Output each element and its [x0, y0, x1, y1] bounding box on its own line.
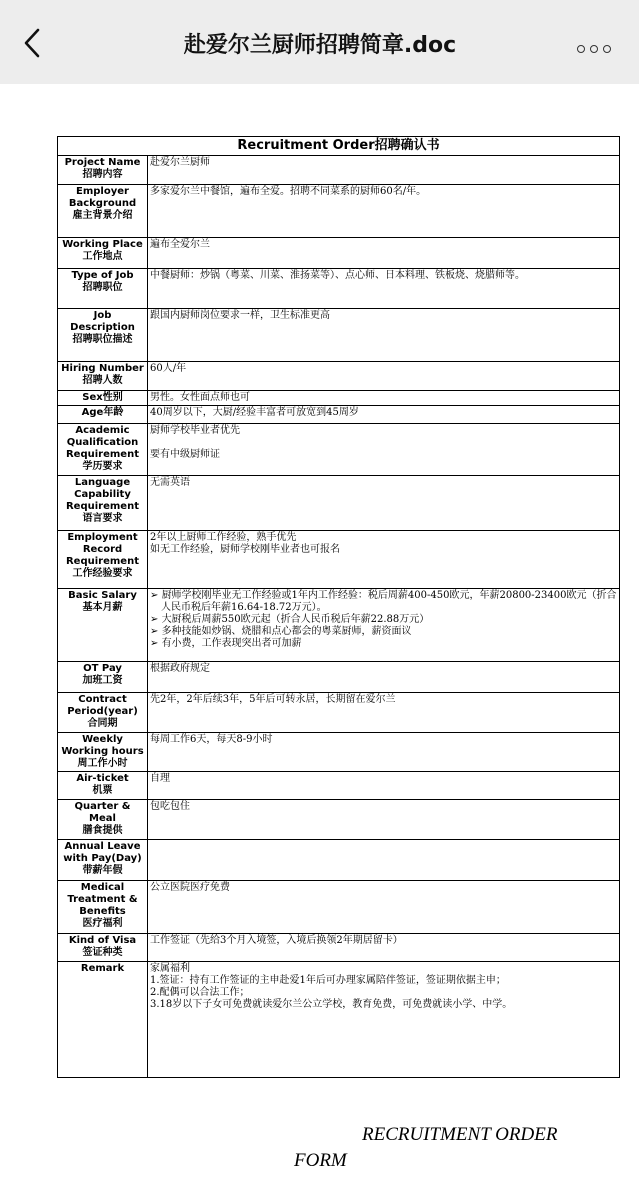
row-label [58, 589, 148, 662]
row-label [58, 800, 148, 840]
row-label-cn: 工作经验要求 [72, 568, 133, 579]
row-label [58, 391, 148, 406]
row-label-en: Sex性别 [82, 392, 123, 403]
salary-bullet: ➢ 厨师学校刚毕业无工作经验或1年内工作经验：税后周薪400-450欧元，年薪20800-23400欧元（折合人民币税后年薪16.64-18.72万元）。 [150, 590, 617, 614]
row-value-line: 赴爱尔兰厨师 [150, 157, 210, 168]
form-row [58, 269, 620, 309]
row-value [148, 476, 620, 531]
row-value-line: 先2年，2年后续3年，5年后可转永居，长期留在爱尔兰 [150, 694, 396, 705]
row-value [148, 391, 620, 406]
document-page[interactable] [0, 84, 639, 1200]
row-value [148, 800, 620, 840]
row-label-cn: 基本月薪 [82, 602, 123, 613]
row-value-line: 遍布全爱尔兰 [150, 239, 210, 250]
row-label-cn: 机票 [92, 785, 113, 796]
row-value-line: 包吃包住 [150, 801, 190, 812]
row-value-line: 中餐厨师：炒锅（粤菜、川菜、淮扬菜等）、点心师、日本料理、铁板烧、烧腊师等。 [150, 270, 525, 281]
form-row [58, 531, 620, 589]
row-label-en: Basic Salary [68, 590, 137, 601]
form-row [58, 238, 620, 269]
form-row [58, 881, 620, 934]
row-label-en: Contract Period(year) [67, 694, 138, 717]
form-row [58, 362, 620, 391]
row-label [58, 531, 148, 589]
row-label [58, 156, 148, 185]
row-label-cn: 语言要求 [82, 513, 123, 524]
row-value-line: 2.配偶可以合法工作； [150, 987, 250, 998]
row-value-line: 跟国内厨师岗位要求一样，卫生标准更高 [150, 310, 330, 321]
top-navigation-bar [0, 0, 639, 84]
row-value-line: 无需英语 [150, 477, 190, 488]
row-label-en: Age年龄 [81, 407, 124, 418]
row-value [148, 662, 620, 693]
row-value [148, 424, 620, 476]
salary-bullet: ➢ 有小费，工作表现突出者可加薪 [150, 638, 617, 650]
row-value-line [150, 841, 617, 853]
row-value [148, 238, 620, 269]
row-value [148, 362, 620, 391]
row-label-cn: 合同期 [87, 718, 118, 729]
row-label-cn: 带薪年假 [82, 865, 123, 876]
row-label-cn: 招聘内容 [82, 169, 123, 180]
row-label-cn: 膳食提供 [82, 825, 123, 836]
row-label [58, 476, 148, 531]
more-dot-icon [577, 45, 585, 53]
row-label [58, 424, 148, 476]
row-label-cn: 加班工资 [82, 675, 123, 686]
row-value [148, 531, 620, 589]
form-row [58, 156, 620, 185]
row-value-line [150, 437, 617, 449]
row-value-line: 40周岁以下，大厨/经验丰富者可放宽到45周岁 [150, 407, 359, 418]
form-row [58, 391, 620, 406]
row-label [58, 362, 148, 391]
row-value [148, 840, 620, 881]
row-label [58, 238, 148, 269]
row-value-line: 工作签证（先给3个月入境签，入境后换领2年期居留卡） [150, 935, 403, 946]
form-row [58, 589, 620, 662]
row-label-en: Air-ticket [76, 773, 129, 784]
row-value [148, 772, 620, 800]
row-label [58, 840, 148, 881]
row-value [148, 934, 620, 962]
footer-line-1: RECRUITMENT ORDER [362, 1124, 558, 1145]
form-row [58, 733, 620, 772]
row-value [148, 269, 620, 309]
row-label [58, 733, 148, 772]
row-value-line: 根据政府规定 [150, 663, 210, 674]
form-title: Recruitment Order招聘确认书 [58, 137, 620, 156]
row-value-line: 如无工作经验，厨师学校刚毕业者也可报名 [150, 544, 340, 555]
row-label-cn: 签证种类 [82, 947, 123, 958]
row-label-en: Employer Background [68, 186, 137, 209]
form-row [58, 185, 620, 238]
recruitment-order-table [57, 136, 620, 1078]
row-value-line: 60人/年 [150, 363, 187, 374]
salary-bullet: ➢ 大厨税后周薪550欧元起（折合人民币税后年薪22.88万元） [150, 614, 617, 626]
row-label [58, 693, 148, 733]
row-value-line: 男性。女性面点师也可 [150, 392, 250, 403]
row-value-line: 公立医院医疗免费 [150, 882, 230, 893]
row-value [148, 733, 620, 772]
row-label-cn: 招聘职位 [82, 282, 123, 293]
row-value-line: 1.签证：持有工作签证的主申赴爱1年后可办理家属陪伴签证，签证期依据主申； [150, 975, 506, 986]
row-value [148, 589, 620, 662]
row-label [58, 772, 148, 800]
form-row [58, 934, 620, 962]
form-row [58, 476, 620, 531]
row-label-en: Project Name [64, 157, 141, 168]
row-value [148, 693, 620, 733]
row-label-cn: 招聘人数 [82, 375, 123, 386]
row-label [58, 269, 148, 309]
row-label-en: Job Description [70, 310, 135, 333]
row-label-en: Kind of Visa [68, 935, 137, 946]
row-value-line: 3.18岁以下子女可免费就读爱尔兰公立学校，教育免费，可免费就读小学、中学。 [150, 999, 513, 1010]
row-value-line: 多家爱尔兰中餐馆，遍布全爱。招聘不同菜系的厨师60名/年。 [150, 186, 427, 197]
form-row [58, 840, 620, 881]
row-label [58, 962, 148, 1078]
salary-bullet: ➢ 多种技能如炒锅、烧腊和点心都会的粤菜厨师，薪资面议 [150, 626, 617, 638]
row-label-en: Quarter & Meal [74, 801, 131, 824]
row-label [58, 881, 148, 934]
form-row [58, 962, 620, 1078]
row-label-en: Hiring Number [61, 363, 144, 374]
row-label-en: Academic Qualification Requirement [65, 425, 139, 460]
row-label-en: Type of Job [71, 270, 134, 281]
row-label-cn: 雇主背景介绍 [72, 210, 133, 221]
row-value [148, 962, 620, 1078]
form-row [58, 309, 620, 362]
row-label-en: Weekly Working hours [61, 734, 144, 757]
row-label [58, 185, 148, 238]
form-row [58, 772, 620, 800]
form-row [58, 424, 620, 476]
row-value [148, 881, 620, 934]
form-row [58, 406, 620, 424]
row-label-en: Language Capability Requirement [65, 477, 139, 512]
document-title: 赴爱尔兰厨师招聘简章.doc [183, 33, 457, 58]
form-row [58, 662, 620, 693]
row-value-line: 家属福利 [150, 963, 190, 974]
row-label-cn: 周工作小时 [77, 758, 128, 769]
row-value-line: 每周工作6天，每天8-9小时 [150, 734, 273, 745]
footer-line-2: FORM [294, 1150, 347, 1171]
row-value-line: 要有中级厨师证 [150, 449, 220, 460]
row-value-line: 2年以上厨师工作经验，熟手优先 [150, 532, 297, 543]
row-label [58, 662, 148, 693]
more-dot-icon [590, 45, 598, 53]
row-value [148, 156, 620, 185]
more-dot-icon [603, 45, 611, 53]
row-value [148, 185, 620, 238]
row-label [58, 309, 148, 362]
row-value-line: 厨师学校毕业者优先 [150, 425, 240, 436]
row-value [148, 406, 620, 424]
row-label-cn: 医疗福利 [82, 918, 123, 929]
form-row [58, 693, 620, 733]
row-label-en: Medical Treatment & Benefits [67, 882, 138, 917]
row-label-en: Working Place [62, 239, 143, 250]
row-label [58, 406, 148, 424]
row-value [148, 309, 620, 362]
form-row [58, 800, 620, 840]
chevron-left-icon [22, 28, 42, 58]
row-label-en: Remark [80, 963, 125, 974]
form-body [58, 156, 620, 1078]
row-value-line: 自理 [150, 773, 170, 784]
row-label-en: Employment Record Requirement [65, 532, 139, 567]
row-label-cn: 工作地点 [82, 251, 123, 262]
row-label [58, 934, 148, 962]
row-label-en: Annual Leave with Pay(Day) [63, 841, 142, 864]
row-label-cn: 招聘职位描述 [72, 334, 133, 345]
more-options-button[interactable] [577, 38, 617, 52]
back-button[interactable] [22, 28, 52, 64]
row-label-en: OT Pay [83, 663, 122, 674]
row-label-cn: 学历要求 [82, 461, 123, 472]
